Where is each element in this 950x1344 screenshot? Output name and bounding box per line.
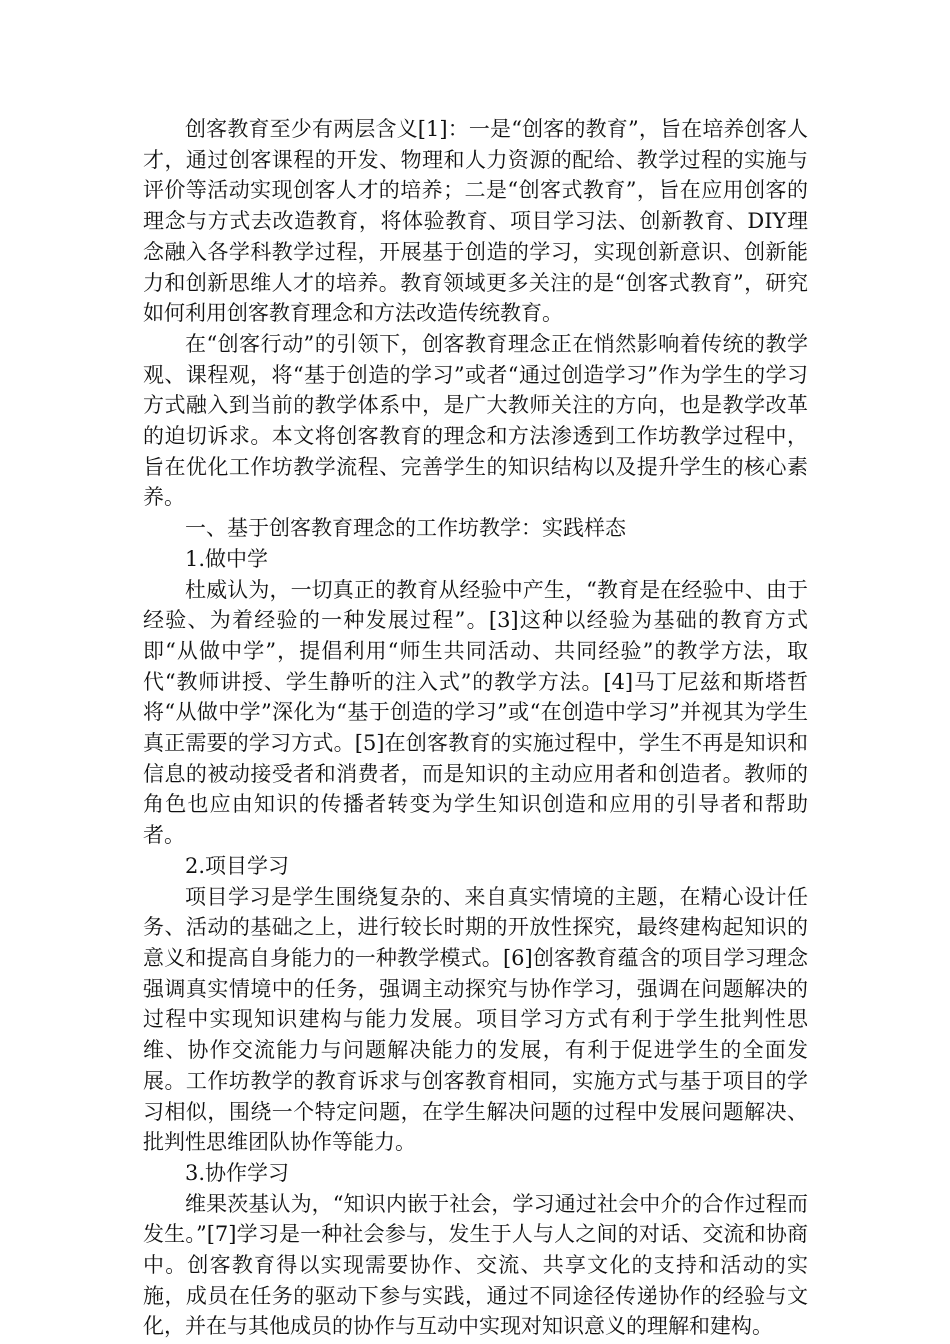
paragraph-maker-action: 在“创客行动”的引领下，创客教育理念正在悄然影响着传统的教学观、课程观，将“基于创造的学习”或者“通过创造学习”作为学生的学习方式融入到当前的教学体系中，是广大教师关注的方向，也是教学改革的迫切诉求。本文将创客教育的理念和方法渗透到工作坊教学过程中，旨在优化工作坊教学流程、完善学生的知识结构以及提升学生的核心素养。 xyxy=(143,331,808,510)
subheading-learning-by-doing: 1.做中学 xyxy=(185,546,269,571)
paragraph-maker-education-meaning: 创客教育至少有两层含义[1]：一是“创客的教育”，旨在培养创客人才，通过创客课程的开发、物理和人力资源的配给、教学过程的实施与评价等活动实现创客人才的培养；二是“创客式教育”，旨在应用创客的理念与方式去改造教育，将体验教育、项目学习法、创新教育、DIY理念融入各学科教学过程，开展基于创造的学习，实现创新意识、创新能力和创新思维人才的培养。教育领域更多关注的是“创客式教育”，研究如何利用创客教育理念和方法改造传统教育。 xyxy=(143,117,808,326)
paragraph-project-learning: 项目学习是学生围绕复杂的、来自真实情境的主题，在精心设计任务、活动的基础之上，进行较长时期的开放性探究，最终建构起知识的意义和提高自身能力的一种教学模式。[6]创客教育蕴含的项目学习理念强调真实情境中的任务，强调主动探究与协作学习，强调在问题解决的过程中实现知识建构与能力发展。项目学习方式有利于学生批判性思维、协作交流能力与问题解决能力的发展，有利于促进学生的全面发展。工作坊教学的教育诉求与创客教育相同，实施方式与基于项目的学习相似，围绕一个特定问题，在学生解决问题的过程中发展问题解决、批判性思维团队协作等能力。 xyxy=(143,884,808,1155)
subheading-project-learning: 2.项目学习 xyxy=(185,853,290,878)
subheading-collaborative-learning: 3.协作学习 xyxy=(185,1160,290,1185)
section-heading-practice: 一、基于创客教育理念的工作坊教学：实践样态 xyxy=(185,516,626,541)
document-body xyxy=(143,114,808,1342)
paragraph-learning-by-doing: 杜威认为，一切真正的教育从经验中产生，“教育是在经验中、由于经验、为着经验的一种发展过程”。[3]这种以经验为基础的教育方式即“从做中学”，提倡利用“师生共同活动、共同经验”的教学方法，取代“教师讲授、学生静听的注入式”的教学方法。[4]马丁尼兹和斯塔哲将“从做中学”深化为“基于创造的学习”或“在创造中学习”并视其为学生真正需要的学习方式。[5]在创客教育的实施过程中，学生不再是知识和信息的被动接受者和消费者，而是知识的主动应用者和创造者。教师的角色也应由知识的传播者转变为学生知识创造和应用的引导者和帮助者。 xyxy=(143,577,808,848)
paragraph-collaborative-learning: 维果茨基认为，“知识内嵌于社会，学习通过社会中介的合作过程而发生。”[7]学习是一种社会参与，发生于人与人之间的对话、交流和协商中。创客教育得以实现需要协作、交流、共享文化的支持和活动的实施，成员在任务的驱动下参与实践，通过不同途径传递协作的经验与文化，并在与其他成员的协作与互动中实现对知识意义的理解和建构。 xyxy=(143,1191,808,1339)
